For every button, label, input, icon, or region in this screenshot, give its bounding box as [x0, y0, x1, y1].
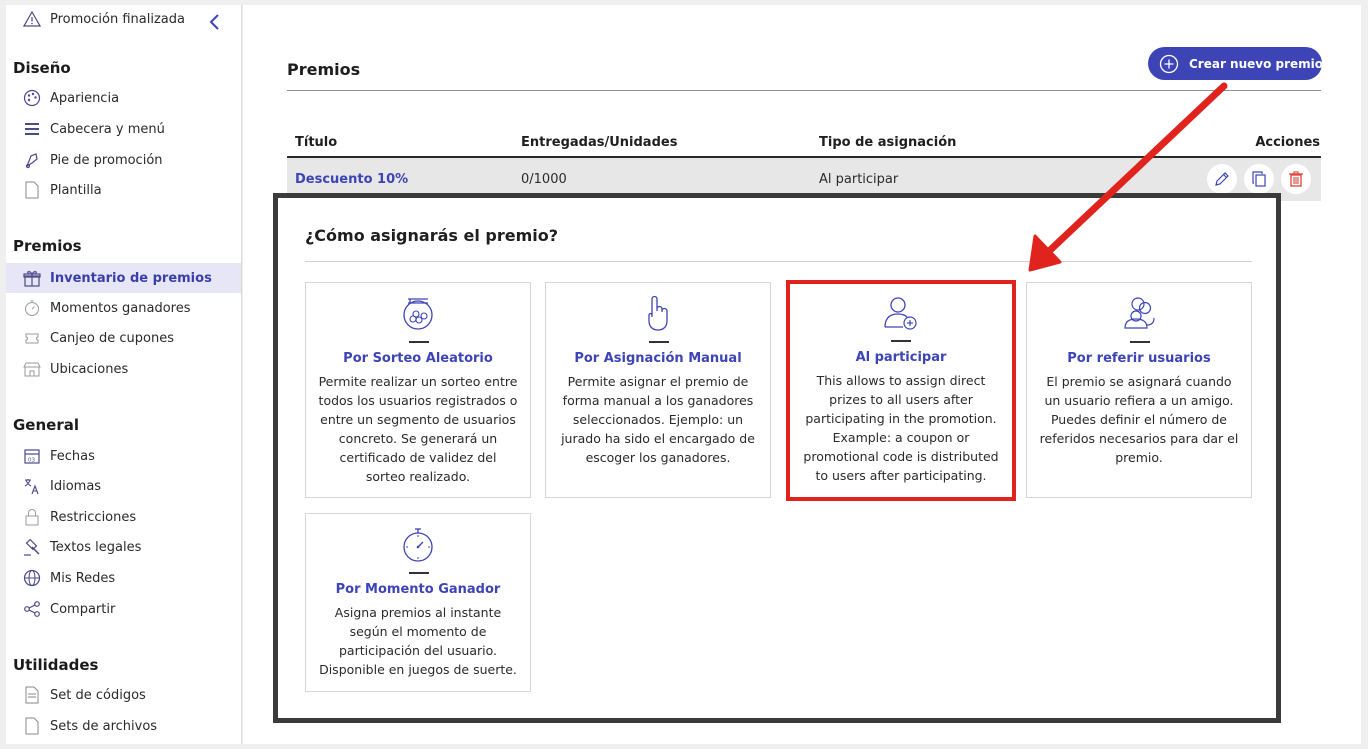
users-icon: [1027, 295, 1251, 333]
separator: [649, 341, 669, 343]
template-icon: [22, 180, 42, 200]
hand-pointer-icon: [546, 295, 770, 333]
page-title: Premios: [287, 60, 361, 79]
option-title: Por Asignación Manual: [574, 351, 742, 366]
sidebar-item-label: Promoción finalizada: [50, 11, 185, 27]
option-description: Asigna premios al instante según el momento de participación del usuario. Disponible en juegos de suerte.: [319, 605, 517, 677]
section-heading-diseno: Diseño: [13, 59, 71, 77]
lock-icon: [22, 507, 42, 527]
stopwatch-icon: [22, 298, 42, 318]
sidebar-item-inventario[interactable]: [6, 263, 241, 293]
assignment-type-modal: [273, 193, 1281, 723]
sidebar-item-label: Sets de archivos: [50, 718, 158, 734]
sidebar-item-label: Idiomas: [50, 478, 102, 494]
column-header-acciones: Acciones: [1255, 135, 1320, 150]
create-prize-label: Crear nuevo premio: [1189, 56, 1324, 71]
share-icon: [22, 599, 42, 619]
sidebar-item-label: Momentos ganadores: [50, 300, 191, 316]
separator: [891, 340, 911, 342]
sidebar-item-momentos[interactable]: [6, 294, 241, 322]
option-title: Al participar: [855, 350, 947, 365]
gift-icon: [22, 268, 42, 288]
trash-icon: [1287, 170, 1305, 188]
option-card-manual[interactable]: [545, 282, 771, 498]
user-plus-icon: [790, 295, 1012, 333]
codes-icon: [22, 685, 42, 705]
option-title: Por Momento Ganador: [335, 582, 501, 597]
sidebar-item-textos-legales[interactable]: [6, 533, 241, 561]
section-heading-utilidades: Utilidades: [13, 656, 99, 674]
globe-icon: [22, 568, 42, 588]
sidebar-item-label: Ubicaciones: [50, 361, 129, 377]
delete-button[interactable]: [1281, 164, 1311, 194]
prize-title-link[interactable]: Descuento 10%: [295, 172, 409, 187]
sidebar-item-compartir[interactable]: [6, 595, 241, 623]
sidebar-item-label: Canjeo de cupones: [50, 330, 174, 346]
warning-icon: [22, 9, 42, 29]
sidebar-item-pie[interactable]: [6, 146, 241, 174]
separator: [409, 341, 429, 343]
palette-icon: [22, 88, 42, 108]
separator: [1130, 341, 1150, 343]
option-card-al-participar[interactable]: [786, 280, 1016, 501]
menu-icon: [22, 119, 42, 139]
sidebar-item-label: Fechas: [50, 448, 95, 464]
option-description: Permite asignar el premio de forma manual a los ganadores seleccionados. Ejemplo: un jurado ha sido el encargado de escoger los ganadores.: [561, 374, 755, 465]
column-header-entregadas: Entregadas/Unidades: [521, 135, 678, 150]
separator: [409, 572, 429, 574]
translate-icon: [22, 476, 42, 496]
option-description: This allows to assign direct prizes to all users after participating in the promotion. Example: a coupon or promotional code is distributed to users after participating.: [803, 373, 999, 483]
sidebar-item-label: Set de códigos: [50, 687, 146, 703]
prize-units: 0/1000: [521, 172, 567, 187]
sidebar-item-cabecera[interactable]: [6, 115, 241, 143]
store-icon: [22, 359, 42, 379]
sidebar-item-label: Textos legales: [50, 539, 142, 555]
prize-assignment-type: Al participar: [819, 172, 899, 187]
sidebar-item-apariencia[interactable]: [6, 84, 241, 112]
stopwatch-icon: [306, 526, 530, 564]
divider: [305, 261, 1252, 262]
sidebar-item-plantilla[interactable]: [6, 176, 241, 204]
modal-title: ¿Cómo asignarás el premio?: [305, 226, 559, 245]
create-prize-button[interactable]: [1148, 47, 1322, 80]
option-title: Por referir usuarios: [1067, 351, 1211, 366]
section-heading-premios: Premios: [13, 237, 82, 255]
sidebar-item-mis-redes[interactable]: [6, 564, 241, 592]
option-description: El premio se asignará cuando un usuario refiera a un amigo. Puedes definir el número de referidos necesarios para dar el premio.: [1039, 374, 1239, 465]
sidebar-item-label: Inventario de premios: [50, 270, 212, 286]
sidebar-item-label: Cabecera y menú: [50, 121, 165, 137]
sidebar-item-restricciones[interactable]: [6, 503, 241, 531]
sidebar-item-idiomas[interactable]: [6, 472, 241, 500]
collapse-sidebar-button[interactable]: [204, 9, 224, 35]
option-card-momento-ganador[interactable]: [305, 513, 531, 692]
copy-icon: [1250, 170, 1268, 188]
sidebar: [6, 5, 242, 744]
calendar-icon: [22, 446, 42, 466]
column-header-titulo: Título: [295, 135, 338, 150]
divider: [287, 90, 1321, 91]
option-title: Por Sorteo Aleatorio: [343, 351, 493, 366]
svg-text:03: 03: [28, 457, 35, 464]
option-card-sorteo[interactable]: [305, 282, 531, 498]
sidebar-item-canjeo[interactable]: [6, 324, 241, 352]
sidebar-item-ubicaciones[interactable]: [6, 355, 241, 383]
footer-icon: [22, 150, 42, 170]
sidebar-item-set-codigos[interactable]: [6, 681, 241, 709]
coupon-icon: [22, 328, 42, 348]
sidebar-item-label: Mis Redes: [50, 570, 116, 586]
lottery-icon: [306, 295, 530, 333]
column-header-tipo: Tipo de asignación: [819, 135, 957, 150]
files-icon: [22, 716, 42, 736]
sidebar-item-label: Restricciones: [50, 509, 137, 525]
chevron-left-icon: [208, 13, 220, 31]
plus-circle-icon: [1159, 54, 1179, 74]
option-description: Permite realizar un sorteo entre todos los usuarios registrados o entre un segmento de usuarios concreto. Se generará un certificado de validez del sorteo realizado.: [318, 374, 518, 484]
sidebar-item-label: Pie de promoción: [50, 152, 163, 168]
gavel-icon: [22, 537, 42, 557]
sidebar-item-label: Compartir: [50, 601, 116, 617]
sidebar-item-sets-archivos[interactable]: [6, 712, 241, 740]
edit-button[interactable]: [1207, 164, 1237, 194]
sidebar-item-label: Plantilla: [50, 182, 102, 198]
section-heading-general: General: [13, 416, 79, 434]
option-card-referir[interactable]: [1026, 282, 1252, 498]
sidebar-item-fechas[interactable]: [6, 442, 241, 470]
duplicate-button[interactable]: [1244, 164, 1274, 194]
sidebar-item-label: Apariencia: [50, 90, 120, 106]
pencil-icon: [1213, 170, 1231, 188]
